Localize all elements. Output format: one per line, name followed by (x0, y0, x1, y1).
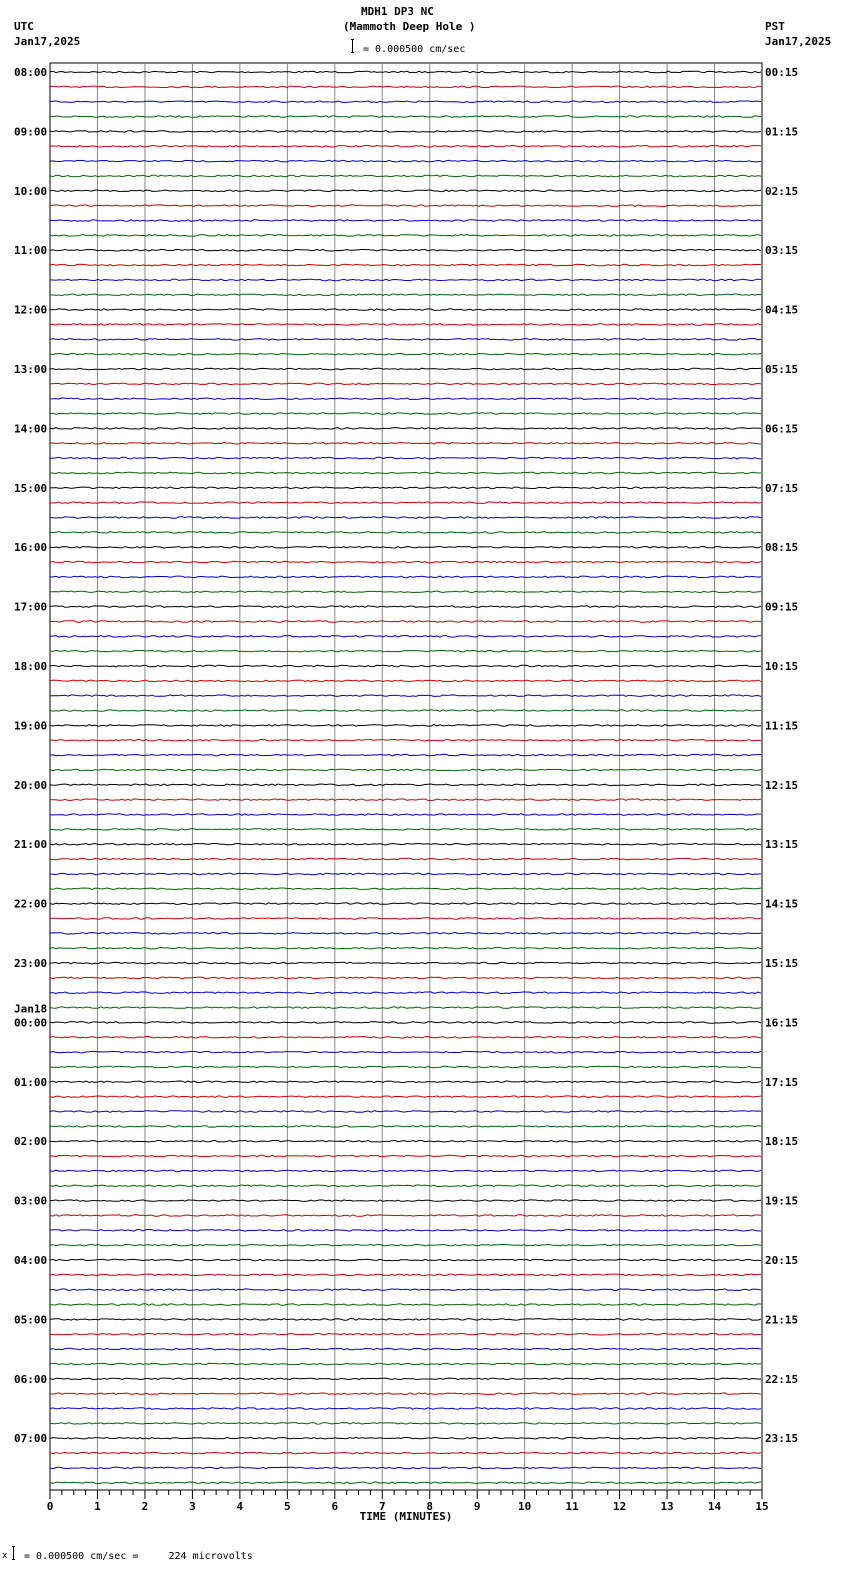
trace-line (50, 1170, 761, 1172)
trace-line (50, 1155, 761, 1157)
trace-line (50, 843, 761, 845)
utc-hour-label: 06:00 (14, 1372, 48, 1386)
trace-line (50, 1304, 761, 1306)
pst-hour-label: 16:15 (765, 1016, 799, 1030)
x-tick-label: 13 (660, 1500, 674, 1513)
trace-line (50, 918, 761, 920)
trace-line (50, 1140, 761, 1142)
trace-line (50, 1185, 761, 1187)
utc-hour-label: 19:00 (14, 719, 48, 733)
scale-text: = 0.000500 cm/sec (363, 44, 466, 55)
trace-line (50, 1096, 761, 1098)
trace-line (50, 190, 761, 192)
footer-scale-bar-icon (12, 1546, 15, 1560)
utc-hour-label: 14:00 (14, 422, 48, 436)
footer-scale-text: = 0.000500 cm/sec = 224 microvolts (24, 1551, 253, 1562)
trace-line (50, 353, 761, 355)
trace-line (50, 487, 761, 489)
utc-hour-label: 15:00 (14, 481, 48, 495)
trace-line (50, 1007, 761, 1009)
trace-line (50, 1363, 761, 1365)
pst-date-label: Jan17,2025 (765, 35, 832, 48)
utc-hour-label: 03:00 (14, 1194, 48, 1208)
x-tick-label: 14 (707, 1500, 722, 1513)
trace-line (50, 1378, 761, 1380)
trace-line (50, 71, 761, 73)
trace-line (50, 175, 761, 177)
trace-line (50, 814, 761, 816)
utc-hour-label: 04:00 (14, 1254, 48, 1267)
trace-line (50, 398, 761, 400)
trace-line (50, 1348, 761, 1350)
pst-zone-label: PST (765, 20, 785, 33)
trace-line (50, 1051, 761, 1053)
station-title: MDH1 DP3 NC (361, 5, 434, 18)
trace-line (50, 1274, 761, 1276)
date-change-label: Jan18 (14, 1002, 48, 1016)
trace-line (50, 1244, 761, 1246)
trace-line (50, 160, 761, 162)
trace-line (50, 324, 761, 326)
trace-line (50, 650, 761, 652)
pst-hour-label: 20:15 (765, 1254, 799, 1267)
trace-line (50, 1066, 761, 1068)
trace-line (50, 621, 761, 623)
trace-line (50, 591, 761, 593)
pst-hour-label: 09:15 (765, 600, 799, 614)
utc-hour-label: 02:00 (14, 1135, 48, 1149)
trace-line (50, 740, 761, 742)
trace-line (50, 279, 761, 281)
trace-line (50, 101, 761, 103)
trace-line (50, 220, 761, 222)
pst-hour-label: 21:15 (765, 1313, 799, 1327)
trace-line (50, 532, 761, 534)
utc-hour-label: 22:00 (14, 897, 48, 911)
x-tick-label: 2 (141, 1500, 149, 1513)
x-tick-label: 9 (473, 1500, 481, 1513)
utc-date-label: Jan17,2025 (14, 35, 81, 48)
trace-line (50, 309, 761, 311)
trace-line (50, 235, 761, 237)
scale-bar-icon (351, 39, 354, 53)
pst-hour-label: 01:15 (765, 125, 799, 139)
trace-line (50, 1393, 761, 1395)
trace-line (50, 1467, 761, 1469)
trace-line (50, 457, 761, 459)
plot-frame (50, 63, 762, 1490)
utc-hour-label: 13:00 (14, 363, 48, 376)
trace-line (50, 769, 761, 771)
trace-line (50, 1319, 761, 1321)
x-tick-label: 10 (518, 1500, 532, 1513)
trace-line (50, 86, 761, 88)
pst-hour-label: 04:15 (765, 303, 799, 317)
x-axis-label: TIME (MINUTES) (359, 1510, 453, 1523)
pst-hour-label: 23:15 (765, 1432, 799, 1446)
pst-hour-label: 08:15 (765, 541, 799, 555)
pst-hour-label: 07:15 (765, 481, 799, 495)
trace-line (50, 858, 761, 860)
trace-line (50, 472, 761, 474)
utc-hour-label: 18:00 (14, 660, 48, 673)
trace-line (50, 962, 761, 964)
trace-line (50, 829, 761, 831)
trace-line (50, 368, 761, 370)
x-tick-label: 15 (755, 1500, 769, 1513)
utc-hour-label: 20:00 (14, 778, 48, 792)
trace-line (50, 1437, 761, 1439)
trace-line (50, 977, 761, 979)
trace-line (50, 339, 761, 341)
pst-hour-label: 03:15 (765, 244, 799, 258)
x-tick-label: 0 (46, 1500, 54, 1513)
pst-hour-label: 10:15 (765, 660, 799, 673)
trace-line (50, 799, 761, 801)
trace-line (50, 249, 761, 251)
trace-line (50, 1126, 761, 1128)
trace-line (50, 1482, 761, 1484)
trace-line (50, 146, 761, 148)
utc-hour-label: 07:00 (14, 1432, 48, 1446)
trace-line (50, 502, 761, 504)
pst-hour-label: 22:15 (765, 1372, 799, 1386)
utc-hour-label: 17:00 (14, 600, 48, 614)
trace-line (50, 205, 761, 207)
trace-line (50, 1334, 761, 1336)
trace-line (50, 131, 761, 133)
trace-line (50, 873, 761, 875)
trace-line (50, 992, 761, 994)
trace-line (50, 1111, 761, 1113)
trace-line (50, 561, 761, 563)
trace-line (50, 1408, 761, 1410)
trace-line (50, 576, 761, 578)
trace-line (50, 665, 761, 667)
utc-hour-label: 00:00 (14, 1016, 48, 1030)
trace-line (50, 1259, 761, 1261)
trace-line (50, 1081, 761, 1083)
trace-line (50, 947, 761, 949)
x-tick-label: 12 (612, 1500, 627, 1513)
pst-hour-label: 19:15 (765, 1194, 799, 1208)
utc-hour-label: 16:00 (14, 541, 48, 555)
trace-line (50, 680, 761, 682)
pst-hour-label: 13:15 (765, 838, 799, 852)
trace-line (50, 294, 761, 296)
trace-line (50, 754, 761, 756)
trace-line (50, 1289, 761, 1291)
trace-line (50, 784, 761, 786)
pst-hour-label: 12:15 (765, 778, 799, 792)
trace-line (50, 116, 761, 118)
trace-line (50, 606, 761, 608)
trace-line (50, 264, 761, 266)
trace-line (50, 888, 761, 890)
x-tick-label: 7 (378, 1500, 386, 1513)
pst-hour-label: 00:15 (765, 66, 799, 79)
utc-hour-label: 09:00 (14, 125, 48, 139)
x-tick-label: 8 (426, 1500, 434, 1513)
utc-hour-label: 12:00 (14, 303, 48, 317)
x-tick-label: 1 (94, 1500, 101, 1513)
pst-hour-label: 14:15 (765, 897, 799, 911)
x-tick-label: 5 (284, 1500, 291, 1513)
pst-hour-label: 15:15 (765, 957, 799, 970)
trace-line (50, 1215, 761, 1217)
trace-line (50, 695, 761, 697)
x-tick-label: 3 (189, 1500, 196, 1513)
trace-line (50, 517, 761, 519)
pst-hour-label: 05:15 (765, 363, 799, 376)
pst-hour-label: 11:15 (765, 719, 799, 733)
pst-hour-label: 18:15 (765, 1135, 799, 1149)
station-location: (Mammoth Deep Hole ) (343, 20, 476, 33)
trace-line (50, 1037, 761, 1039)
trace-line (50, 636, 761, 638)
trace-line (50, 428, 761, 430)
utc-hour-label: 11:00 (14, 244, 48, 258)
utc-hour-label: 08:00 (14, 66, 48, 79)
utc-hour-label: 10:00 (14, 184, 48, 198)
x-tick-label: 6 (331, 1500, 339, 1513)
trace-line (50, 710, 761, 712)
trace-line (50, 1423, 761, 1425)
trace-line (50, 546, 761, 548)
utc-zone-label: UTC (14, 20, 34, 33)
x-tick-label: 11 (565, 1500, 579, 1513)
pst-hour-label: 06:15 (765, 422, 799, 436)
x-tick-label: 4 (236, 1500, 244, 1513)
trace-line (50, 933, 761, 935)
pst-hour-label: 02:15 (765, 184, 799, 198)
trace-line (50, 383, 761, 385)
utc-hour-label: 23:00 (14, 957, 48, 970)
trace-line (50, 443, 761, 445)
utc-hour-label: 05:00 (14, 1313, 48, 1327)
footer-mark: x (2, 1551, 8, 1561)
trace-line (50, 1230, 761, 1232)
trace-line (50, 1022, 761, 1024)
trace-line (50, 413, 761, 415)
trace-line (50, 1200, 761, 1202)
pst-hour-label: 17:15 (765, 1075, 799, 1089)
trace-line (50, 903, 761, 905)
trace-line (50, 725, 761, 727)
trace-line (50, 1452, 761, 1454)
utc-hour-label: 01:00 (14, 1075, 48, 1089)
utc-hour-label: 21:00 (14, 838, 48, 852)
